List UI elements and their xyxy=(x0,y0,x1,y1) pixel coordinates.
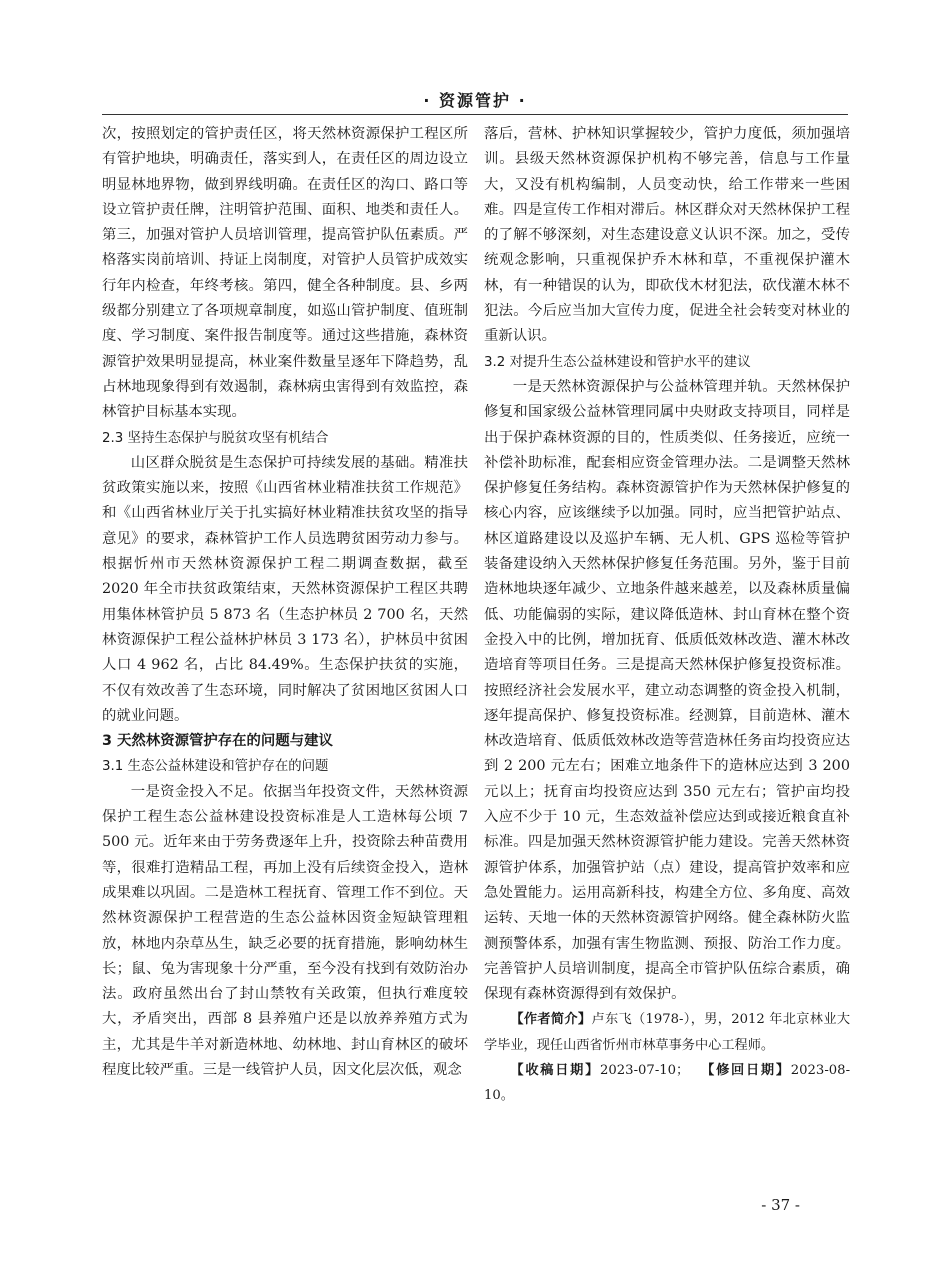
author-label: 【作者简介】 xyxy=(510,1012,592,1028)
body-paragraph: 一是天然林资源保护与公益林管理并轨。天然林保护修复和国家级公益林管理同属中央财政支持项目，同样是出于保护森林资源的目的，性质类似、任务接近，应统一补偿补助标准，配套相应资金管理办法。二是调整天然林保护修复任务结构。森林资源管护作为天然林保护修复的核心内容，应该继续予以加强。同时，应当把管护站点、林区道路建设以及巡护车辆、无人机、GPS 巡检等管护装备建设纳入天然林保护修复任务范围。另外，鉴于目前造林地块逐年减少、立地条件越来越差，以及森林质量偏低、功能偏弱的实际，建议降低造林、封山育林在整个资金投入中的比例，增加抚育、低质低效林改造、灌木林改造培育等项目任务。三是提高天然林保护修复投资标准。按照经济社会发展水平，建立动态调整的资金投入机制，逐年提高保护、修复投资标准。经测算，目前造林、灌木林改造培育、低质低效林改造等营造林任务亩均投资应达到 2 200 元左右；困难立地条件下的造林应达到 3 200 元以上；抚育亩均投资应达到 350 元左右；管护亩均投入应不少于 10 元，生态效益补偿应达到或接近粮食直补标准。四是加强天然林资源管护能力建设。完善天然林资源管护体系，加强管护站（点）建设，提高管护效率和应急处置能力。运用高新科技，构建全方位、多角度、高效运转、天地一体的天然林资源管护网络。健全森林防火监测预警体系，加强有害生物监测、预报、防治工作力度。完善管护人员培训制度，提高全市管护队伍综合素质，确保现有森林资源得到有效保护。 xyxy=(484,378,850,1003)
received-date: 2023-07-10； xyxy=(600,1062,690,1078)
subsection-heading-3-1: 3.1 生态公益林建设和管护存在的问题 xyxy=(102,759,329,775)
revised-date: 2023-08-10。 xyxy=(484,1062,851,1104)
revised-label: 【修回日期】 xyxy=(701,1062,791,1078)
author-text: 卢东飞（1978-），男，2012 年北京林业大学毕业，现任山西省忻州市林草事务中心工程师。 xyxy=(484,1012,851,1053)
subsection-heading-3-2: 3.2 对提升生态公益林建设和管护水平的建议 xyxy=(484,354,751,370)
section-header: · 资源管护 · xyxy=(423,91,527,110)
subsection-heading-2-3: 2.3 坚持生态保护与脱贫攻坚有机结合 xyxy=(102,430,329,446)
left-column xyxy=(102,122,468,1083)
body-paragraph: 落后，营林、护林知识掌握较少，管护力度低，须加强培训。县级天然林资源保护机构不够完善，信息与工作量大，又没有机构编制，人员变动快，给工作带来一些困难。四是宣传工作相对滞后。林区群众对天然林保护工程的了解不够深刻，对生态建设意义认识不深。加之，受传统观念影响，只重视保护乔木林和草，不重视保护灌木林，有一种错误的认为，即砍伐木材犯法，砍伐灌木林不犯法。今后应当加大宣传力度，促进全社会转变对林业的重新认识。 xyxy=(484,126,850,345)
author-note xyxy=(484,1007,850,1058)
page-number: - 37 - xyxy=(761,1196,800,1214)
section-heading-3: 3 天然林资源管护存在的问题与建议 xyxy=(102,733,333,750)
body-paragraph: 一是资金投入不足。依据当年投资文件，天然林资源保护工程生态公益林建设投资标准是人工造林每公顷 7 500 元。近年来由于劳务费逐年上升，投资除去种苗费用等，很难打造精品工程，再加上没有后续资金投入，造林成果难以巩固。二是造林工程抚育、管理工作不到位。天然林资源保护工程营造的生态公益林因资金短缺管理粗放，林地内杂草丛生，缺乏必要的抚育措施，影响幼林生长；鼠、兔为害现象十分严重，至今没有找到有效防治办法。政府虽然出台了封山禁牧有关政策，但执行难度较大，矛盾突出，西部 8 县养殖户还是以放养养殖方式为主，尤其是牛羊对新造林地、幼林地、封山育林区的破坏程度比较严重。三是一线管护人员，因文化层次低，观念 xyxy=(102,783,468,1078)
date-note xyxy=(484,1058,850,1109)
received-label: 【收稿日期】 xyxy=(510,1062,601,1078)
right-column xyxy=(484,122,850,1109)
header-rule xyxy=(102,114,848,115)
body-paragraph: 次，按照划定的管护责任区，将天然林资源保护工程区所有管护地块，明确责任，落实到人，在责任区的周边设立明显林地界物，做到界线明确。在责任区的沟口、路口等设立管护责任牌，注明管护范围、面积、地类和责任人。第三，加强对管护人员培训管理，提高管护队伍素质。严格落实岗前培训、持证上岗制度，对管护人员管护成效实行年内检查，年终考核。第四，健全各种制度。县、乡两级都分别建立了各项规章制度，如巡山管护制度、值班制度、学习制度、案件报告制度等。通过这些措施，森林资源管护效果明显提高，林业案件数量呈逐年下降趋势，乱占林地现象得到有效遏制，森林病虫害得到有效监控，森林管护目标基本实现。 xyxy=(102,126,468,421)
body-paragraph: 山区群众脱贫是生态保护可持续发展的基础。精准扶贫政策实施以来，按照《山西省林业精准扶贫工作规范》和《山西省林业厅关于扎实搞好林业精准扶贫攻坚的指导意见》的要求，森林管护工作人员选聘贫困劳动力参与。根据忻州市天然林资源保护工程二期调查数据，截至 2020 年全市扶贫政策结束，天然林资源保护工程区共聘用集体林管护员 5 873 名（生态护林员 2 700 名，天然林资源保护工程公益林护林员 3 173 名），护林员中贫困人口 4 962 名，占比 84.49%。生态保护扶贫的实施，不仅有效改善了生态环境，同时解决了贫困地区贫困人口的就业问题。 xyxy=(102,454,468,724)
